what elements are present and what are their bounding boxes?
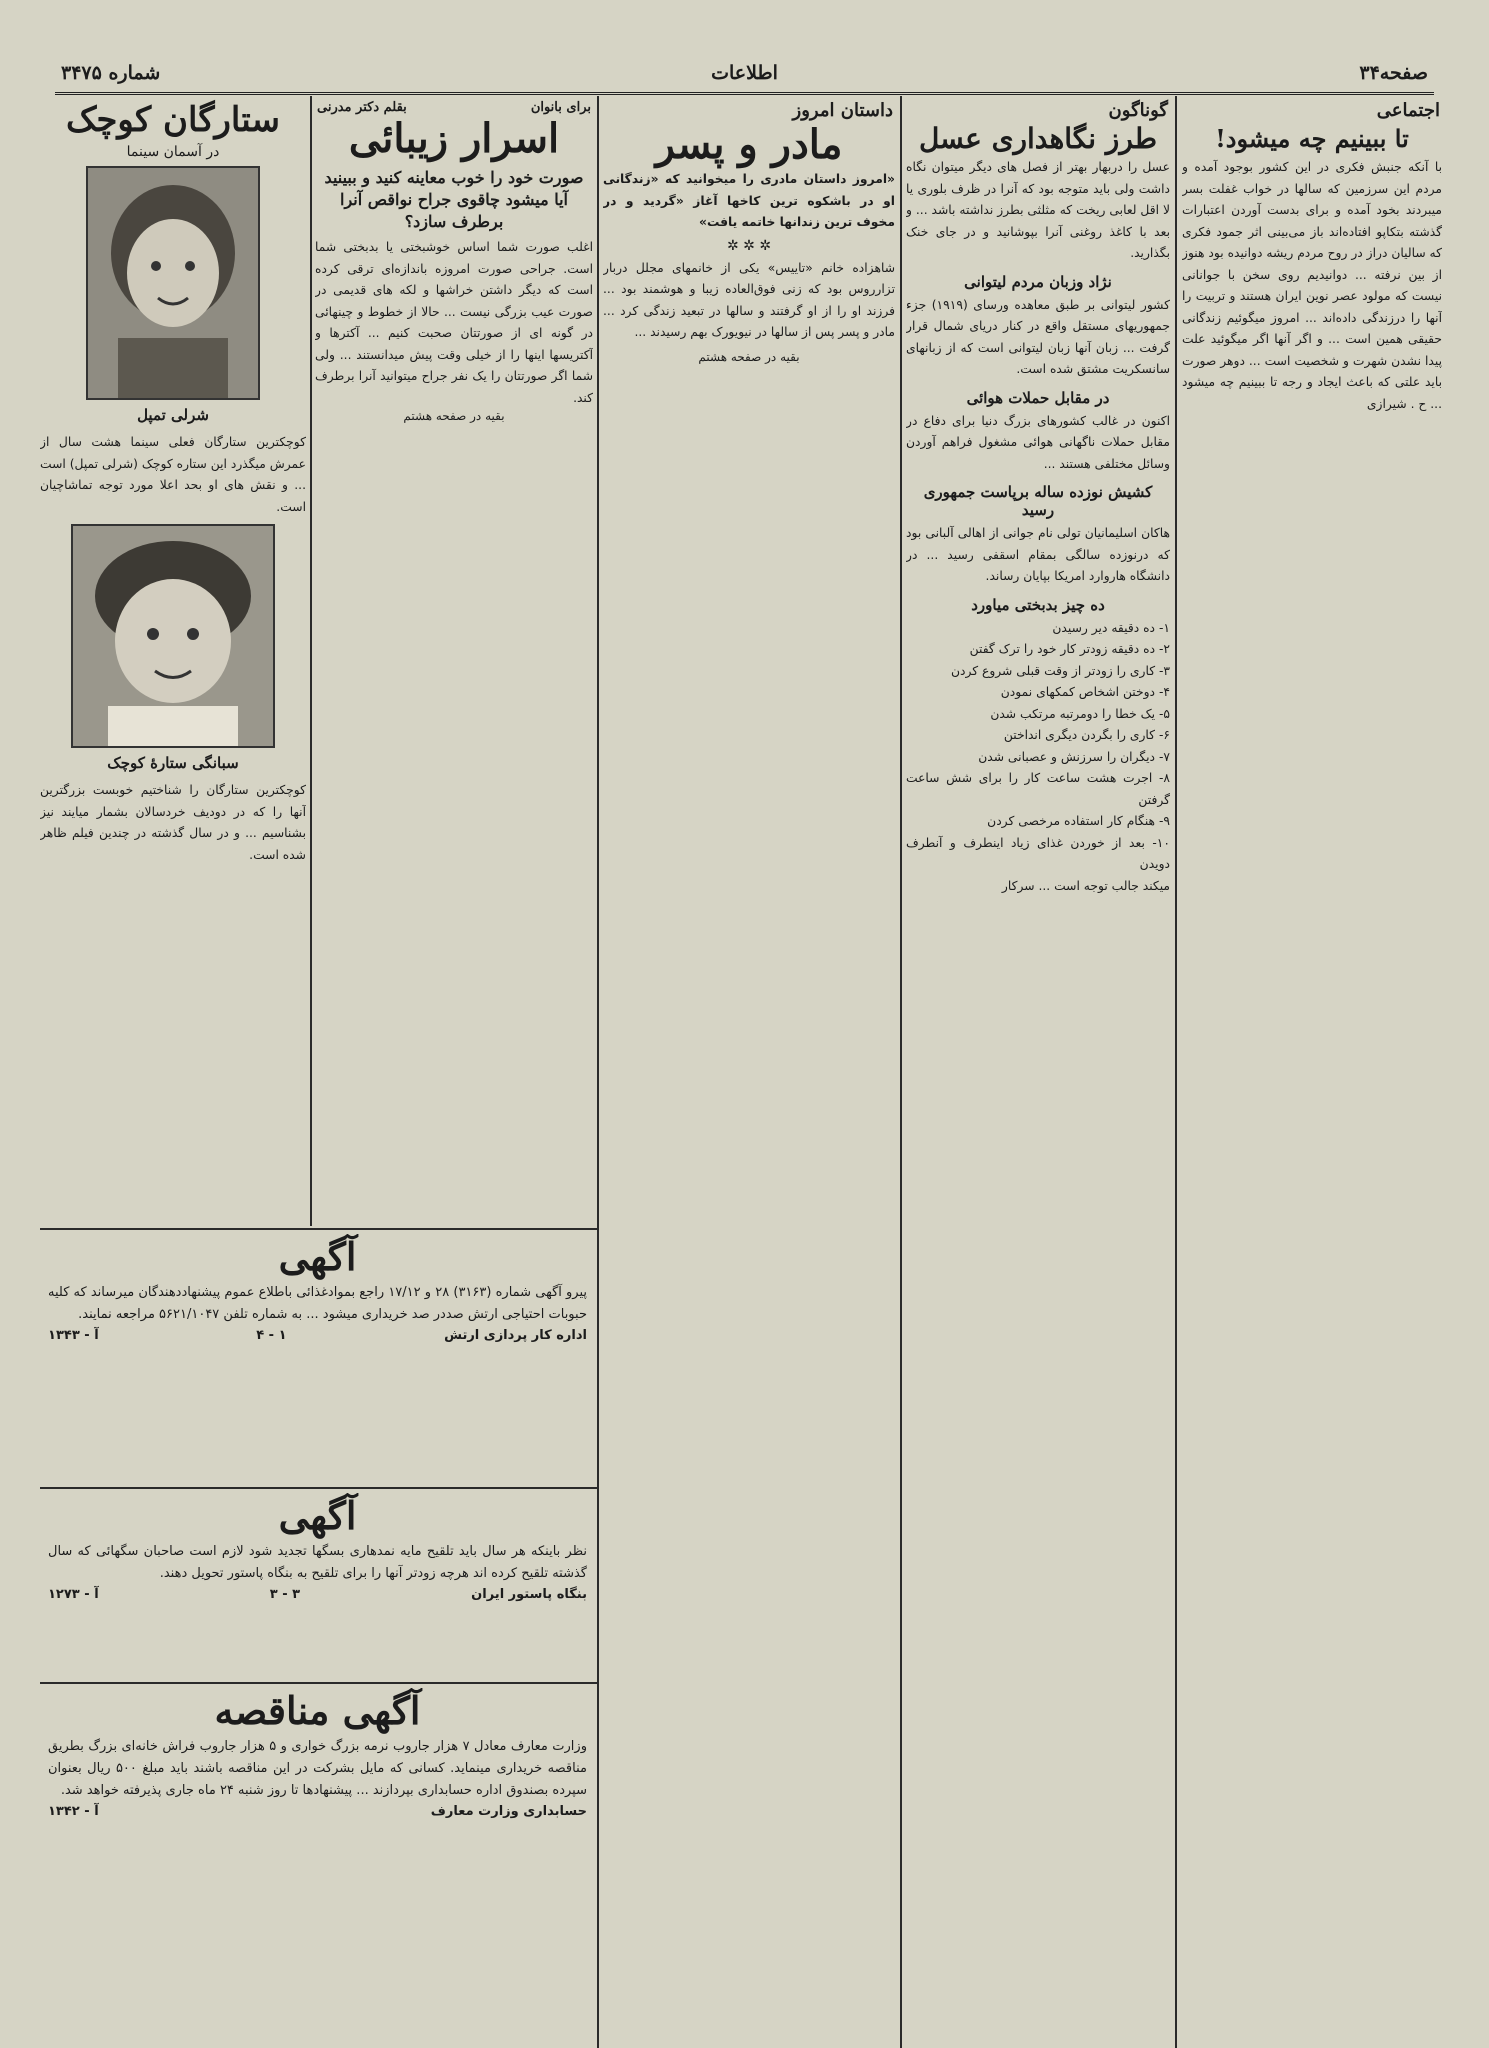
list-item: ۷- دیگران را سرزنش و عصبانی شدن [978,749,1170,764]
article-title: تا ببینیم چه میشود! [1215,124,1409,153]
ad-text: پیرو آگهی شماره (۳۱۶۳) ۲۸ و ۱۷/۱۲ راجع بموادغذائی باطلاع عموم پیشنهاددهندگان میرساند که کلیه حبوبات احتیاجی ارتش صددر صد خریداری میشود ... به شماره تلفن ۵۶۲۱/۱۰۴۷ مراجعه نمایند. [48,1285,588,1322]
article-heading: ده چیز بدبختی میاورد [971,595,1105,614]
article-title: طرز نگاهداری عسل [918,122,1158,155]
ad-pasteur-institute [40,1493,595,1678]
column-rule [1175,96,1177,2048]
article-body: کوچکترین ستارگان را شناختیم خوبست بزرگترین آنها را که در دودیف خردسالان بشمار میایند نیز بشناسیم ... و در سال گذشته در چندین فیلم ظاهر شده است. [40,783,306,862]
article-body: اغلب صورت شما اساس خوشبختی یا بدبختی شما است. جراحی صورت امروزه باندازه‌ای ترقی کرده است که دیگر داشتن خراشها و لکه های قدیمی در صورت عیب بزرگی نیست ... حالا از خطوط و چینهائی در گونه ای از صورتتان صحبت کنیم ... آکترها و آکتریسها اینها را از خیلی وقت پیش میدانستند ... ولی شما اگر صورتتان را یک نفر جراح میتوانید آنرا برطرف کند. [315,240,593,405]
article-body: با آنکه جنبش فکری در این کشور بوجود آمده و مردم این سرزمین که سالها در خواب غفلت بسر میبردند بخود آمده و برای بدست آوردن اعتبارات گذشته بتکاپو افتاده‌اند باز می‌بینی اثر جمود فکری که سالیان دراز در روح مردم ریشه دوانیده بود هنوز از بین نرفته ... دوانیدیم روی سخن با جوانانی نیست که مولود عصر نوین ایران هستند و تربیت را آنها را درزندگی داده‌اند ... امروز میگوئیم زندگانی حقیقی همین است ... و اگر آنها اگر میگوئید علت پیدا نشدن شهرت و شخصیت است ... دوهر صورت باید علتی که باعث ایجاد و رجه تا ببینیم چه میشود ... ح . شیرازی [1182,160,1442,411]
article-title: ستارگان کوچک [65,100,281,140]
page-number: صفحه۳۴ [1359,62,1428,84]
list [906,618,1170,876]
ad-code: آ - ۱۳۴۳ [48,1328,99,1343]
article-body: هاکان اسلیمانیان تولی نام جوانی از اهالی آلبانی بود که درنوزده سالگی بمقام اسقفی رسید ... در دانشگاه هاروارد امریکا بپایان رساند. [906,526,1170,583]
article-body: عسل را دربهار بهتر از فصل های دیگر میتوان نگاه داشت ولی باید متوجه بود که آنرا در ظرف بلوری یا لا اقل لعابی ریخت که مثلثی بطرز نداشته باشد ... و بعد با کاغذ روغنی آنرا بپوشانید و در جای خنک بگذارید. [906,160,1170,260]
column-little-stars [40,96,306,1221]
divider-ornament: ✲ ✲ ✲ [726,237,772,254]
ad-signature: اداره کار پردازی ارتش [444,1328,587,1343]
list-item: ۵- یک خطا را دومرتبه مرتکب شدن [990,706,1170,721]
ad-signature: بنگاه پاستور ایران [471,1587,587,1602]
masthead [55,58,1434,95]
ad-foodstuffs [40,1234,595,1484]
article-body: کشور لیتوانی بر طبق معاهده ورسای (۱۹۱۹) جزء جمهوریهای مستقل واقع در کنار دریای شمال قرار گرفت ... زبان آنها زبان لیتوانی است که از زبانهای سانسکریت مشتق شده است. [906,297,1170,376]
section-rule [40,1228,597,1230]
ad-footer [48,1587,587,1602]
article-title: مادر و پسر [655,121,843,168]
column-story [603,96,895,2046]
list-item: ۱۰- بعد از خوردن غذای زیاد اینطرف و آنطرف دویدن [906,835,1170,871]
article-body: شاهزاده خانم «تاییس» یکی از خانمهای مجلل دربار تزارروس بود که زنی فوق‌العاده زیبا و هوشمند بود ... فرزند او را از او گرفتند و سالها در تبعید زندگی کرد ... مادر و پسر پس از سالها در نیویورک بهم رسیدند ... [603,260,895,339]
ad-title: آگهی [278,1234,357,1279]
list-item: ۸- اجرت هشت ساعت کار را برای شش ساعت گرفتن [906,771,1170,807]
article-footer: میکند جالب توجه است ... سرکار [1001,878,1170,893]
column-miscellaneous [906,96,1170,2046]
byline: بقلم دکتر مدرنی [317,100,407,115]
article-heading: نژاد وزبان مردم لیتوانی [964,272,1112,291]
issue-number: شماره ۳۴۷۵ [61,62,161,84]
ad-signature: حسابداری وزارت معارف [430,1804,587,1819]
ad-text: وزارت معارف معادل ۷ هزار جاروب نرمه بزرگ خواری و ۵ هزار جاروب فراش خانه‌ای بزرگ بطریق مناقصه خریداری مینماید. کسانی که مایل بشرکت در این مناقصه باشند باید مبلغ ۵۰۰ ریال بعنوان سپرده بصندوق اداره حسابداری بپردازند ... پیشنهادها تا روز شنبه ۲۴ ماه جاری پذیرفته خواهد شد. [48,1739,587,1798]
list-item: ۳- کاری را زودتر از وقت قبلی شروع کردن [950,663,1170,678]
column-rule [597,96,599,2048]
list-item: ۴- دوختن اشخاص کمکهای نمودن [1000,685,1170,699]
list-item: ۲- ده دقیقه زودتر کار خود را ترک گفتن [969,642,1170,656]
ad-ref: ۱ - ۴ [256,1328,287,1343]
article-intro: «امروز داستان مادری را میخوانید که «زندگانی او در باشکوه ترین کاخها آغاز «گردید و در مخوف ترین زندانها خاتمه یافت» [603,172,895,229]
photo-child-star [71,524,275,748]
article-body: اکنون در غالب کشورهای بزرگ دنیا برای دفاع در مقابل حملات ناگهانی هوائی مشغول فراهم آوردن وسائل مختلفی هستند ... [906,413,1170,471]
section-kicker: برای بانوان [530,100,591,115]
paper-name: اطلاعات [711,62,778,84]
ad-code: آ - ۱۲۷۳ [48,1587,99,1602]
section-rule [40,1487,597,1489]
article-header [317,100,591,115]
article-subtitle: در آسمان سینما [126,144,220,160]
article-heading: در مقابل حملات هوائی [966,388,1110,407]
ad-tender [40,1688,595,2018]
column-beauty [315,96,593,1221]
ad-footer [48,1328,587,1343]
list-item: ۹- هنگام کار استفاده مرخصی کردن [987,814,1170,828]
section-rule [40,1682,597,1684]
list-item: ۱- ده دقیقه دیر رسیدن [1052,620,1170,635]
article-title: اسرار زیبائی [348,115,560,162]
ad-footer [48,1804,587,1819]
article-subtitle: صورت خود را خوب معاینه کنید و ببینید آیا میشود چاقوی جراح نواقص آنرا برطرف سازد؟ [324,168,584,231]
column-social [1182,96,1442,2046]
article-heading: کشیش نوزده ساله برپاست جمهوری رسید [923,483,1153,519]
photo-caption: سبانگی ستارۀ کوچک [107,754,239,772]
photo-shirley-temple [86,166,260,400]
photo-caption: شرلی تمپل [137,406,209,424]
section-kicker: اجتماعی [1376,100,1440,121]
ad-code: آ - ۱۳۴۲ [48,1804,99,1819]
continued-note: بقیه در صفحه هشتم [403,409,505,423]
column-rule [310,96,312,1226]
section-kicker: داستان امروز [792,100,893,121]
continued-note: بقیه در صفحه هشتم [698,349,800,364]
ad-title: آگهی مناقصه [214,1688,421,1733]
section-kicker: گوناگون [1108,100,1168,121]
list-item: ۶- کاری را بگردن دیگری انداختن [1003,728,1170,742]
column-rule [900,96,902,2048]
ad-text: نظر باینکه هر سال باید تلقیح مایه نمدهاری بسگها تجدید شود لازم است صاحبان سگهائی که سال گذشته تلقیح کرده اند هرچه زودتر آنها را برای تلقیح به بنگاه پاستور تحویل دهند. [48,1544,587,1581]
ad-title: آگهی [278,1493,357,1538]
ad-ref: ۳ - ۳ [269,1587,301,1602]
article-body: کوچکترین ستارگان فعلی سینما هشت سال از عمرش میگذرد این ستاره کوچک (شرلی تمپل) است ... و نقش های او بحد اعلا مورد توجه تماشاچیان است. [40,435,306,514]
